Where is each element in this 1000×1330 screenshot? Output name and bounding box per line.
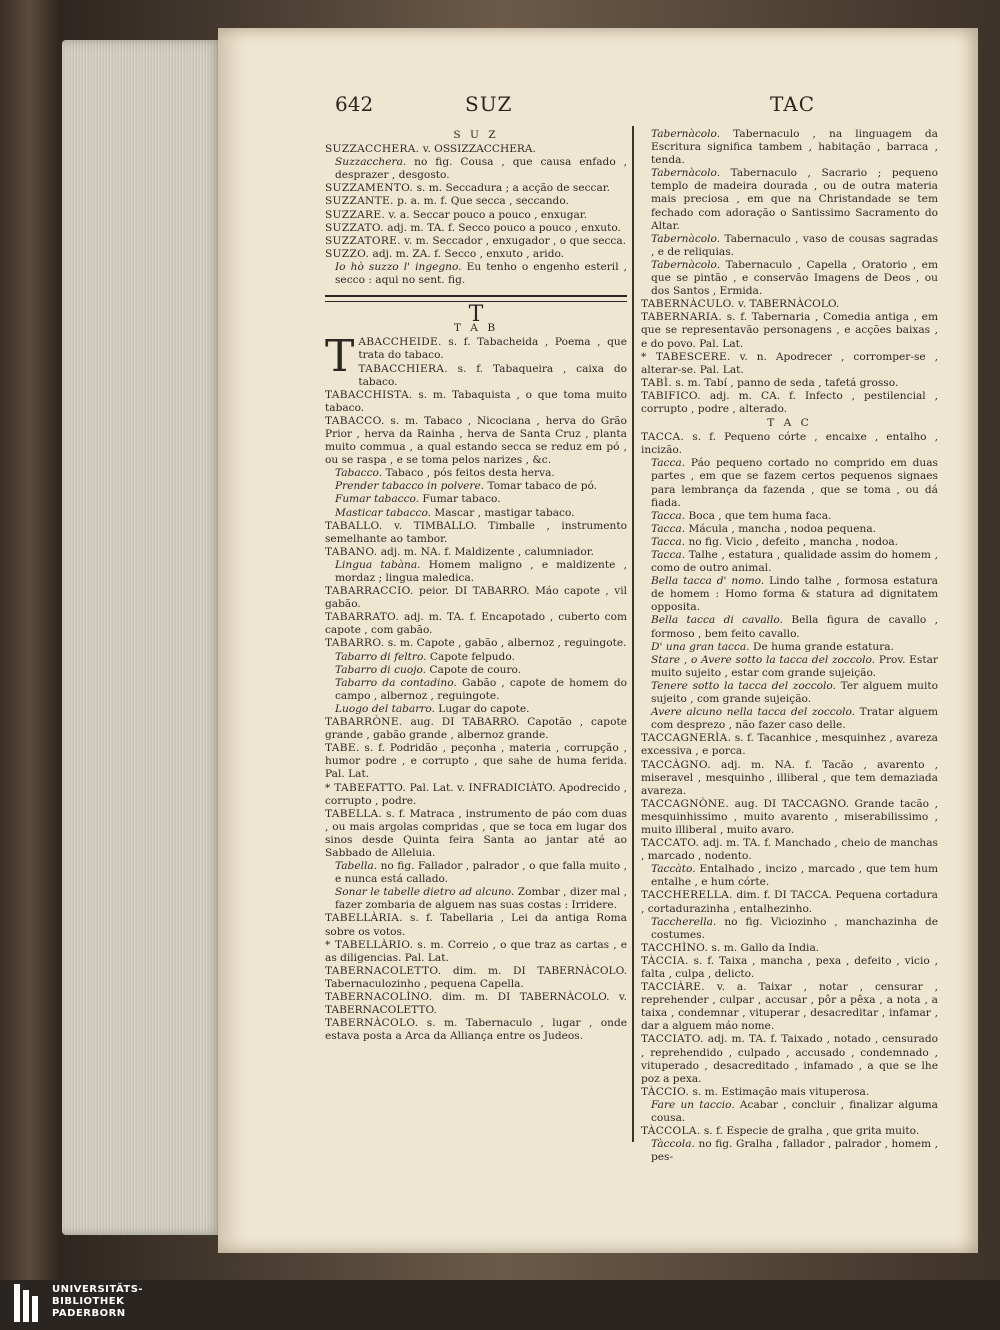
- entry-headword: TABE.: [325, 742, 360, 755]
- dictionary-entry: [641, 523, 938, 536]
- dictionary-entry: [325, 939, 627, 965]
- logo-line-2: BIBLIOTHEK: [52, 1296, 125, 1307]
- dictionary-entry: [325, 703, 627, 716]
- dictionary-entry: [325, 886, 627, 912]
- entry-definition: p. a. m. f. Que secca , seccando.: [393, 195, 569, 208]
- entry-phrase: Tacca.: [651, 535, 686, 548]
- entry-headword: SUZZAMENTO.: [325, 182, 414, 195]
- dictionary-entry: [641, 1099, 938, 1125]
- section-heading-tab: T A B: [453, 322, 499, 335]
- entry-phrase: Masticar tabacco.: [335, 506, 432, 519]
- dictionary-entry: [325, 156, 627, 182]
- tab-entries: [325, 331, 627, 1043]
- dictionary-entry: [325, 991, 627, 1017]
- entry-definition: Zombar , dizer mal , fazer zombaria de alguem nas suas costas : Irridere.: [335, 886, 627, 912]
- entry-definition: Tabernaculo , Capella , Oratorio , em que se pintão , e conservão Imagens de Deos , ou dos Santos , Ermida.: [651, 258, 938, 298]
- dictionary-entry: [325, 363, 627, 389]
- dictionary-entry: [641, 614, 938, 640]
- entry-phrase: Tabernàcolo.: [651, 167, 721, 180]
- dictionary-entry: [325, 389, 627, 415]
- dictionary-entry: [641, 916, 938, 942]
- entry-headword: TABACCHISTA.: [325, 388, 413, 401]
- entry-definition: s. m. Tabaco , Nicociana , herva do Grão Prior , herva da Rainha , herva de Santa Cruz , planta muito commua , a qual estando secca se reduz em pó , ou se raspa , e se toma pelos narizes , &c.: [325, 414, 627, 467]
- dictionary-entry: [325, 182, 627, 195]
- entry-definition: s. m. Tabaquista , o que toma muito tabaco.: [325, 388, 627, 414]
- running-head-left: SUZ: [465, 92, 513, 116]
- entry-phrase: Tabernàcolo.: [651, 232, 721, 245]
- dictionary-entry: [641, 732, 938, 758]
- entry-headword: TACCHÌNO.: [641, 941, 709, 954]
- entry-definition: Tomar tabaco de pó.: [484, 480, 598, 493]
- entry-definition: v. OSSIZZACCHERA.: [419, 143, 536, 156]
- dictionary-entry: [325, 677, 627, 703]
- entry-definition: no fig. Gralha , fallador , palrador , homem , pes-: [651, 1138, 938, 1164]
- entry-definition: Tabaco , pós feitos desta herva.: [382, 467, 555, 480]
- entry-definition: Capote de couro.: [426, 663, 522, 676]
- entry-definition: adj. m. TA. f. Secco pouco a pouco , enxuto.: [383, 221, 621, 234]
- entry-headword: TABARRACCIO.: [325, 585, 414, 598]
- dictionary-entry: [325, 480, 627, 493]
- entry-definition: no fig. Cousa , que causa enfado , desprazer , desgosto.: [335, 156, 627, 182]
- letter-heading: T: [468, 302, 484, 328]
- entry-definition: Bella figura de cavallo , formoso , bem feito cavallo.: [651, 614, 939, 640]
- entry-definition: Acabar , concluir , finalizar alguma cousa.: [651, 1098, 938, 1125]
- entry-definition: Eu tenho o engenho esteril , secco : aqui no sent. fig.: [335, 260, 628, 287]
- dictionary-entry: [641, 298, 938, 311]
- dictionary-entry: [641, 1138, 938, 1164]
- entry-phrase: Tabella.: [335, 860, 378, 873]
- entry-definition: Fumar tabaco.: [419, 493, 501, 506]
- suz-entries: [325, 143, 627, 287]
- entry-definition: s. m. Seccadura ; a acção de seccar.: [413, 182, 611, 195]
- entry-phrase: Taccherella.: [651, 915, 717, 928]
- entry-phrase: Fare un taccio.: [651, 1098, 735, 1111]
- entry-headword: SUZZATORE.: [325, 234, 401, 247]
- entry-headword: TACCÀGNO.: [641, 758, 711, 771]
- dictionary-entry: [641, 798, 938, 837]
- entry-headword: TABERNACOLETTO.: [325, 964, 442, 977]
- entry-definition: v. TABERNÀCOLO.: [734, 298, 840, 311]
- dictionary-entry: [641, 1125, 938, 1138]
- entry-phrase: Tacca.: [651, 549, 686, 561]
- entry-phrase: Prender tabacco in polvere.: [335, 480, 485, 493]
- entry-phrase: Tabernàcolo.: [651, 128, 721, 140]
- entry-headword: SUZZACCHERA.: [325, 143, 420, 156]
- entry-phrase: Sonar le tabelle dietro ad alcuno.: [335, 886, 515, 899]
- entry-headword: TACCAGNERÌA.: [641, 732, 732, 745]
- entry-definition: s. f. Tabacheida , Poema , que trata do tabaco.: [358, 336, 627, 362]
- running-head-right: TAC: [770, 92, 815, 116]
- entry-phrase: Taccàto.: [651, 863, 696, 876]
- dictionary-entry: [641, 233, 938, 259]
- entry-definition: adj. m. TA. f. Taixado , notado , censurado , reprehendido , culpado , accusado , condemnado , vituperado , desacreditado , infamado , a que se lhe poz a pexa.: [641, 1033, 938, 1085]
- dictionary-entry: [641, 942, 938, 955]
- entry-definition: s. m. Tabí , panno de seda , tafetá grosso.: [671, 376, 899, 389]
- entry-definition: v. TIMBALLO. Timballe , instrumento semelhante ao tambor.: [325, 519, 627, 545]
- dictionary-entry: [641, 575, 938, 614]
- dictionary-entry: [641, 431, 938, 457]
- entry-phrase: Tacca.: [651, 522, 686, 535]
- entry-definition: v. a. Taixar , notar , censurar , reprehender , culpar , accusar , pôr a pêxa , a nota , a taixa , condemnar , vituperar , desacreditar , infamar , dar a alguem máo nome.: [641, 981, 938, 1033]
- entry-definition: Gabão , capote de homem do campo , albernoz , reguingote.: [335, 676, 627, 702]
- entry-phrase: Bella tacca d' nomo.: [651, 575, 765, 588]
- entry-phrase: Bella tacca di cavallo.: [651, 614, 783, 627]
- dictionary-entry: [641, 837, 938, 863]
- entry-definition: aug. DI TABARRO. Capotão , capote grande , gabão grande , albernoz grande.: [325, 716, 627, 742]
- entry-definition: s. f. Matraca , instrumento de páo com duas , ou mais argolas compridas , que se toca em lugar dos sinos desde Quinta feira Santa ao jantar até ao Sabbado de Alleluia.: [325, 807, 627, 859]
- entry-definition: s. f. Podridão , peçonha , materia , corrupção , humor podre , e corrupto , que sahe de huma ferida. Pal. Lat.: [325, 742, 627, 781]
- entry-definition: aug. DI TACCAGNO. Grande tacão , mesquinhissimo , muito avarento , miserabilissimo , muito illiberal , muito avaro.: [641, 797, 938, 836]
- entry-definition: s. f. Especie de gralha , que grita muito.: [700, 1125, 920, 1138]
- entry-headword: SUZZARE.: [325, 208, 386, 221]
- entry-definition: adj. m. TA. f. Encapotado , cuberto com capote , com gabão.: [325, 611, 627, 637]
- entry-headword: TABANO.: [325, 545, 378, 558]
- entry-headword: TACCIÀRE.: [641, 981, 705, 994]
- entry-definition: Tabernaculo , Sacrario ; pequeno templo de madeira dourada , ou de outra materia mais preciosa , em que na Christandade se tem fechado com adoração o Santissimo Sacramento do Altar.: [651, 167, 938, 232]
- entry-definition: s. f. Tabellaria , Lei da antiga Roma sobre os votos.: [325, 912, 627, 938]
- entry-definition: v. a. Seccar pouco a pouco , enxugar.: [385, 208, 588, 221]
- entry-headword: TÀCCIA.: [641, 954, 689, 967]
- dictionary-entry: [325, 493, 627, 506]
- entry-headword: TACCA.: [641, 431, 685, 444]
- entry-headword: TÀCCOLA.: [641, 1125, 701, 1138]
- left-column: [325, 128, 627, 1043]
- dictionary-entry: [641, 377, 938, 390]
- entry-definition: adj. m. TA. f. Manchado , cheio de manchas , marcado , nodento.: [641, 837, 938, 863]
- entry-phrase: Stare , o Avere sotto la tacca del zoccolo.: [651, 653, 876, 666]
- dictionary-entry: [641, 981, 938, 1033]
- entry-phrase: Tabarro di cuojo.: [335, 663, 427, 676]
- column-divider: [632, 126, 634, 1142]
- entry-headword: TABÌ.: [641, 376, 672, 389]
- entry-definition: adj. m. NA. f. Tacão , avarento , miseravel , mesquinho , illiberal , que tem demaziada avareza.: [641, 758, 938, 797]
- section-heading-tac: T A C: [767, 417, 812, 430]
- entry-definition: Entalhado , incizo , marcado , que tem hum entalhe , e hum córte.: [651, 863, 938, 889]
- entry-definition: s. f. Tabaqueira , caixa do tabaco.: [358, 362, 627, 388]
- dictionary-entry: [641, 549, 938, 575]
- entry-definition: De huma grande estatura.: [749, 640, 894, 653]
- library-logo: [14, 1284, 143, 1322]
- library-logo-mark-icon: [14, 1284, 44, 1322]
- entry-phrase: Tabacco.: [335, 467, 383, 480]
- dictionary-entry: [325, 143, 627, 156]
- entry-phrase: Io hò suzzo l' ingegno.: [335, 260, 462, 273]
- dictionary-entry: [641, 167, 938, 232]
- entry-definition: no fig. Fallador , palrador , o que falla muito , e nunca está callado.: [335, 860, 627, 886]
- dictionary-entry: [641, 457, 938, 509]
- entry-definition: s. m. Capote , gabão , albernoz , reguingote.: [384, 637, 627, 650]
- entry-definition: v. m. Seccador , enxugador , o que secca.: [400, 234, 627, 247]
- dictionary-entry: [641, 654, 938, 680]
- entry-definition: s. f. Pequeno córte , encaixe , entalho , incizão.: [641, 431, 938, 457]
- entry-definition: Mascar , mastigar tabaco.: [431, 506, 575, 519]
- dictionary-entry: [325, 467, 627, 480]
- entry-phrase: Tabarro da contadino.: [335, 676, 457, 689]
- entry-phrase: Tacca.: [651, 509, 686, 522]
- entry-definition: Tabernaculo , na linguagem da Escritura significa tambem , habitação , barraca , tenda.: [651, 128, 938, 167]
- entry-definition: dim. f. DI TACCA. Pequena cortadura , cortadurazinha , entalhezinho.: [641, 889, 938, 915]
- dictionary-entry: [641, 706, 938, 732]
- dictionary-entry: [641, 311, 938, 350]
- entry-definition: dim. m. DI TABERNÀCOLO. Tabernaculozinho , pequena Capella.: [325, 964, 627, 990]
- dictionary-entry: [641, 955, 938, 981]
- entry-definition: s. m. Estimação mais vituperosa.: [689, 1085, 870, 1098]
- entry-headword: TÀCCIO.: [641, 1085, 690, 1098]
- dictionary-entry: [325, 585, 627, 611]
- dictionary-entry: [641, 641, 938, 654]
- entry-definition: s. m. Tabernaculo , lugar , onde estava posta a Arca da Alliança entre os Judeos.: [325, 1017, 627, 1043]
- entry-definition: Capote felpudo.: [426, 650, 515, 663]
- entry-phrase: Luogo del tabarro.: [335, 702, 435, 715]
- page-number: 642: [335, 92, 374, 116]
- dictionary-entry: [325, 664, 627, 677]
- dictionary-entry: [325, 546, 627, 559]
- entry-phrase: D' una gran tacca.: [651, 640, 750, 653]
- entry-headword: TACCHERELLA.: [641, 889, 733, 902]
- entry-definition: Homem maligno , e maldizente , mordaz ; lingua maledica.: [335, 558, 627, 584]
- dictionary-entry: [641, 759, 938, 798]
- dictionary-entry: [641, 889, 938, 915]
- dictionary-entry: [641, 510, 938, 523]
- entry-headword: SUZZO.: [325, 247, 370, 260]
- entry-definition: Mácula , mancha , nodoa pequena.: [685, 522, 877, 535]
- dictionary-entry: [641, 680, 938, 706]
- entry-definition: Lindo talhe , formosa estatura de homem : Homo forma & statura ad dignitatem opposita.: [651, 575, 938, 614]
- right-column: [641, 128, 938, 1164]
- entry-phrase: Fumar tabacco.: [335, 493, 420, 506]
- entry-definition: s. m. Gallo da India.: [708, 941, 820, 954]
- logo-line-1: UNIVERSITÄTS-: [52, 1284, 144, 1295]
- entry-definition: Tabernaculo , vaso de cousas sagradas , e de reliquias.: [651, 232, 938, 258]
- dictionary-entry: [325, 195, 627, 208]
- entry-headword: TABELLÀRIA.: [325, 912, 403, 925]
- dictionary-entry: [641, 390, 938, 416]
- dictionary-entry: [325, 261, 627, 287]
- dictionary-entry: [325, 860, 627, 886]
- entry-phrase: Tàccola.: [651, 1138, 695, 1151]
- entry-phrase: Tabernàcolo.: [651, 258, 721, 271]
- dictionary-entry: [325, 808, 627, 860]
- entry-phrase: Suzzacchera.: [335, 156, 407, 169]
- entry-definition: Boca , que tem huma faca.: [685, 509, 832, 522]
- dictionary-entry: [325, 912, 627, 938]
- entry-definition: adj. m. ZA. f. Secco , enxuto , arido.: [369, 247, 565, 260]
- book-fore-edge: [62, 40, 222, 1235]
- dictionary-entry: [325, 637, 627, 650]
- entry-headword: TABERNÀCOLO.: [325, 1017, 419, 1030]
- dictionary-entry: [325, 742, 627, 781]
- entry-definition: adj. m. CA. f. Infecto , pestilencial , corrupto , podre , alterado.: [641, 389, 938, 415]
- dictionary-entry: [641, 1086, 938, 1099]
- dictionary-entry: [641, 863, 938, 889]
- entry-definition: adj. m. NA. f. Maldizente , calumniador.: [377, 545, 595, 558]
- dictionary-entry: [325, 559, 627, 585]
- dictionary-entry: [325, 716, 627, 742]
- drop-cap: T: [325, 331, 355, 383]
- entry-phrase: Tabarro di feltro.: [335, 650, 427, 663]
- dictionary-entry: [641, 128, 938, 167]
- dictionary-entry: [325, 235, 627, 248]
- tab-entries-continued: [641, 128, 938, 416]
- entry-definition: Lugar do capote.: [434, 702, 530, 715]
- section-divider: [325, 295, 627, 302]
- dictionary-entry: [641, 351, 938, 377]
- dictionary-entry: [325, 611, 627, 637]
- entry-definition: s. f. Tacanhice , mesquinhez , avareza excessiva , e porca.: [641, 732, 938, 758]
- dictionary-entry: [325, 651, 627, 664]
- entry-headword: ABACCHEIDE.: [358, 336, 442, 349]
- entry-headword: TABERNÀCULO.: [641, 298, 735, 311]
- entry-headword: TABELLA.: [325, 807, 383, 820]
- entry-headword: TACCIATO.: [641, 1033, 704, 1046]
- entry-headword: TABERNARIA.: [641, 311, 723, 324]
- dictionary-entry: [325, 520, 627, 546]
- entry-definition: Talhe , estatura , qualidade assim do homem , como de outro animal.: [651, 549, 938, 575]
- library-logo-text: [52, 1284, 143, 1320]
- dictionary-entry: [641, 536, 938, 549]
- entry-definition: Pal. Lat. v. INFRADICIÀTO. Apodrecido , corrupto , podre.: [325, 781, 627, 807]
- entry-headword: TACCATO.: [641, 837, 700, 850]
- entry-phrase: Lingua tabàna.: [335, 558, 421, 571]
- entry-headword: TABERNACOLÌNO.: [325, 991, 433, 1003]
- dictionary-entry: [641, 1033, 938, 1085]
- dictionary-entry: [325, 1017, 627, 1043]
- entry-phrase: Avere alcuno nella tacca del zoccolo.: [651, 706, 856, 719]
- entry-headword: SUZZANTE.: [325, 195, 394, 208]
- entry-definition: s. f. Tabernaria , Comedia antiga , em que se representavão personagens , e acções baixas , e do povo. Pal. Lat.: [641, 311, 938, 350]
- entry-phrase: Tenere sotto la tacca del zoccolo.: [651, 679, 836, 692]
- entry-definition: Tratar alguem com desprezo , não fazer caso delle.: [651, 706, 938, 732]
- entry-phrase: Tacca.: [651, 457, 686, 470]
- entry-definition: no fig. Viciozinho , manchazinha de costumes.: [651, 915, 938, 941]
- entry-headword: TABACCO.: [325, 414, 385, 427]
- entry-definition: s. f. Taixa , mancha , pexa , defeito , vicio , falta , culpa , delicto.: [641, 954, 938, 980]
- entry-headword: SUZZATO.: [325, 221, 384, 234]
- entry-headword: TABIFICO.: [641, 389, 701, 402]
- entry-headword: TABARRO.: [325, 637, 385, 650]
- entry-headword: TABACCHIERA.: [358, 362, 448, 375]
- section-heading-suz: S U Z: [453, 129, 499, 141]
- entry-definition: Prov. Estar muito sujeito , estar com grande sujeição.: [651, 653, 938, 679]
- logo-line-3: PADERBORN: [52, 1308, 126, 1319]
- dictionary-entry: [325, 965, 627, 991]
- entry-definition: dim. m. DI TABERNÀCOLO. v. TABERNACOLETTO.: [325, 991, 627, 1017]
- dictionary-entry: [325, 782, 627, 808]
- entry-definition: no fig. Vicio , defeito , mancha , nodoa.: [685, 535, 899, 548]
- entry-headword: * TABESCERE.: [641, 350, 731, 363]
- entry-headword: TABARRÒNE.: [325, 716, 403, 729]
- entry-headword: TABALLO.: [325, 519, 383, 532]
- entry-headword: TABARRATO.: [325, 611, 400, 624]
- tac-entries: [641, 431, 938, 1164]
- entry-headword: * TABEFATTO.: [325, 781, 407, 794]
- dictionary-entry: [325, 248, 627, 261]
- entry-definition: peior. DI TABARRO. Máo capote , vil gabão.: [325, 585, 627, 611]
- dictionary-entry: [325, 222, 627, 235]
- dictionary-entry: [641, 259, 938, 298]
- dictionary-entry: [325, 209, 627, 222]
- entry-definition: v. n. Apodrecer , corromper-se , alterar-se. Pal. Lat.: [641, 350, 938, 376]
- entry-definition: Páo pequeno cortado no comprido em duas partes , em que se fazem certos pequenos signaes para lembrança da fazenda , que se toma , ou dá fiada.: [651, 457, 938, 509]
- entry-definition: Ter alguem muito sujeito , com grande sujeição.: [651, 679, 938, 706]
- entry-headword: TACCAGNÒNE.: [641, 797, 730, 810]
- dictionary-entry: [325, 415, 627, 467]
- entry-headword: * TABELLÀRIO.: [325, 938, 414, 951]
- dictionary-entry: [325, 507, 627, 520]
- entry-definition: s. m. Correio , o que traz as cartas , e as diligencias. Pal. Lat.: [325, 938, 627, 964]
